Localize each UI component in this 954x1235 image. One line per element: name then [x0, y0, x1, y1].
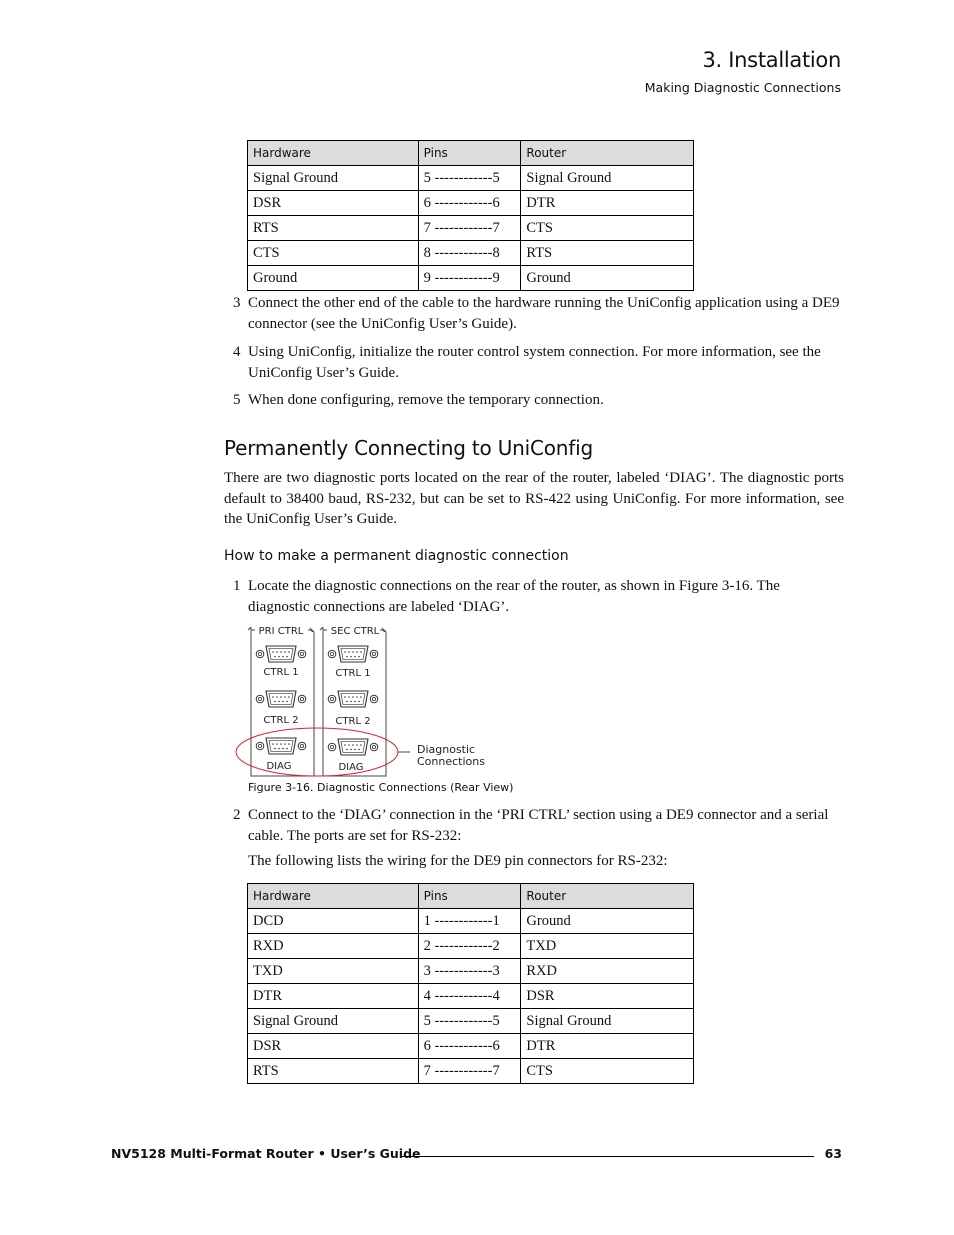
- step-2: [233, 805, 845, 846]
- cell-hardware: RTS: [248, 216, 419, 241]
- cell-pins: 6 ------------6: [418, 1034, 521, 1059]
- table-row: [248, 984, 694, 1009]
- table-row: [248, 266, 694, 291]
- cell-pins: 9 ------------9: [418, 266, 521, 291]
- step-3: [233, 293, 845, 334]
- table-header-row: [248, 141, 694, 166]
- step-number: 3: [233, 295, 241, 311]
- cell-pins: 5 ------------5: [418, 166, 521, 191]
- page-number: 63: [824, 1146, 842, 1161]
- cell-router: Ground: [521, 909, 694, 934]
- step-text: Connect the other end of the cable to the hardware running the UniConfig application using a DE9 connector (see the UniConfig User’s Guide).: [248, 295, 840, 332]
- diagnostic-connections-figure: [230, 620, 510, 780]
- table-row: [248, 909, 694, 934]
- col-header-router: Router: [521, 141, 694, 166]
- cell-router: DSR: [521, 984, 694, 1009]
- table-row: [248, 1059, 694, 1084]
- callout-label-line1: Diagnostic: [417, 743, 476, 756]
- connector-icon: [328, 646, 378, 662]
- cell-router: RTS: [521, 241, 694, 266]
- cell-router: Signal Ground: [521, 166, 694, 191]
- step-text: Connect to the ‘DIAG’ connection in the ‘PRI CTRL’ section using a DE9 connector and a serial cable. The ports are set for RS-232:: [248, 807, 829, 844]
- wiring-table-bottom: [247, 883, 694, 1084]
- diag-highlight-ellipse: [236, 728, 398, 776]
- col-header-pins: Pins: [418, 141, 521, 166]
- panel-label-pri: PRI CTRL: [258, 626, 304, 637]
- cell-pins: 7 ------------7: [418, 216, 521, 241]
- cell-router: DTR: [521, 1034, 694, 1059]
- footer-rule: [402, 1156, 814, 1157]
- cell-router: DTR: [521, 191, 694, 216]
- table-row: [248, 166, 694, 191]
- diag-label-right: DIAG: [338, 762, 364, 773]
- step-4: [233, 342, 845, 383]
- step-1: [233, 576, 845, 617]
- connector-icon: [328, 739, 378, 755]
- panel-label-sec: SEC CTRL: [330, 626, 380, 637]
- ctrl2-label-right: CTRL 2: [335, 716, 371, 727]
- section-subtitle: Making Diagnostic Connections: [644, 80, 841, 95]
- chapter-title: 3. Installation: [702, 48, 841, 72]
- cell-pins: 1 ------------1: [418, 909, 521, 934]
- cell-router: Signal Ground: [521, 1009, 694, 1034]
- ctrl1-label-right: CTRL 1: [335, 668, 371, 679]
- table-row: [248, 1034, 694, 1059]
- ctrl1-label-left: CTRL 1: [263, 667, 299, 678]
- cell-pins: 6 ------------6: [418, 191, 521, 216]
- step-number: 2: [233, 807, 241, 823]
- cell-hardware: TXD: [248, 959, 419, 984]
- step-number: 1: [233, 578, 241, 594]
- cell-hardware: DCD: [248, 909, 419, 934]
- cell-pins: 8 ------------8: [418, 241, 521, 266]
- figure-caption: Figure 3-16. Diagnostic Connections (Rear View): [248, 781, 514, 794]
- cell-router: CTS: [521, 216, 694, 241]
- col-header-router: Router: [521, 884, 694, 909]
- step-text: Locate the diagnostic connections on the rear of the router, as shown in Figure 3-16. The diagnostic connections are labeled ‘DIAG’.: [248, 578, 780, 615]
- cell-hardware: Ground: [248, 266, 419, 291]
- cell-router: CTS: [521, 1059, 694, 1084]
- step-text: Using UniConfig, initialize the router control system connection. For more information, see the UniConfig User’s Guide.: [248, 344, 821, 381]
- cell-pins: 4 ------------4: [418, 984, 521, 1009]
- wiring-note: The following lists the wiring for the DE9 pin connectors for RS-232:: [248, 853, 668, 869]
- connector-icon: [328, 691, 378, 707]
- cell-router: Ground: [521, 266, 694, 291]
- cell-hardware: DSR: [248, 191, 419, 216]
- table-row: [248, 191, 694, 216]
- diag-label-left: DIAG: [266, 761, 292, 772]
- table-row: [248, 1009, 694, 1034]
- col-header-hardware: Hardware: [248, 141, 419, 166]
- cell-hardware: RXD: [248, 934, 419, 959]
- table-row: [248, 959, 694, 984]
- cell-pins: 2 ------------2: [418, 934, 521, 959]
- cell-hardware: RTS: [248, 1059, 419, 1084]
- connector-icon: [256, 738, 306, 754]
- cell-hardware: Signal Ground: [248, 166, 419, 191]
- procedure-heading: How to make a permanent diagnostic connection: [224, 548, 569, 564]
- step-5: [233, 390, 845, 411]
- col-header-hardware: Hardware: [248, 884, 419, 909]
- cell-pins: 5 ------------5: [418, 1009, 521, 1034]
- cell-router: RXD: [521, 959, 694, 984]
- step-number: 5: [233, 392, 241, 408]
- connector-icon: [256, 646, 306, 662]
- cell-hardware: Signal Ground: [248, 1009, 419, 1034]
- col-header-pins: Pins: [418, 884, 521, 909]
- wiring-table-top: [247, 140, 694, 291]
- cell-hardware: CTS: [248, 241, 419, 266]
- footer-title: NV5128 Multi-Format Router • User’s Guide: [111, 1146, 421, 1161]
- ctrl2-label-left: CTRL 2: [263, 715, 299, 726]
- table-header-row: [248, 884, 694, 909]
- cell-hardware: DSR: [248, 1034, 419, 1059]
- cell-router: TXD: [521, 934, 694, 959]
- connector-icon: [256, 691, 306, 707]
- step-text: When done configuring, remove the temporary connection.: [248, 392, 604, 408]
- step-number: 4: [233, 344, 241, 360]
- table-row: [248, 216, 694, 241]
- cell-pins: 7 ------------7: [418, 1059, 521, 1084]
- section-heading: Permanently Connecting to UniConfig: [224, 436, 593, 460]
- cell-pins: 3 ------------3: [418, 959, 521, 984]
- callout-label-line2: Connections: [417, 755, 485, 768]
- cell-hardware: DTR: [248, 984, 419, 1009]
- intro-paragraph: There are two diagnostic ports located on the rear of the router, labeled ‘DIAG’. The diagnostic ports default to 38400 baud, RS-232, but can be set to RS-422 using UniConfig. For more information, see the UniConfig User’s Guide.: [224, 470, 844, 527]
- table-row: [248, 241, 694, 266]
- table-row: [248, 934, 694, 959]
